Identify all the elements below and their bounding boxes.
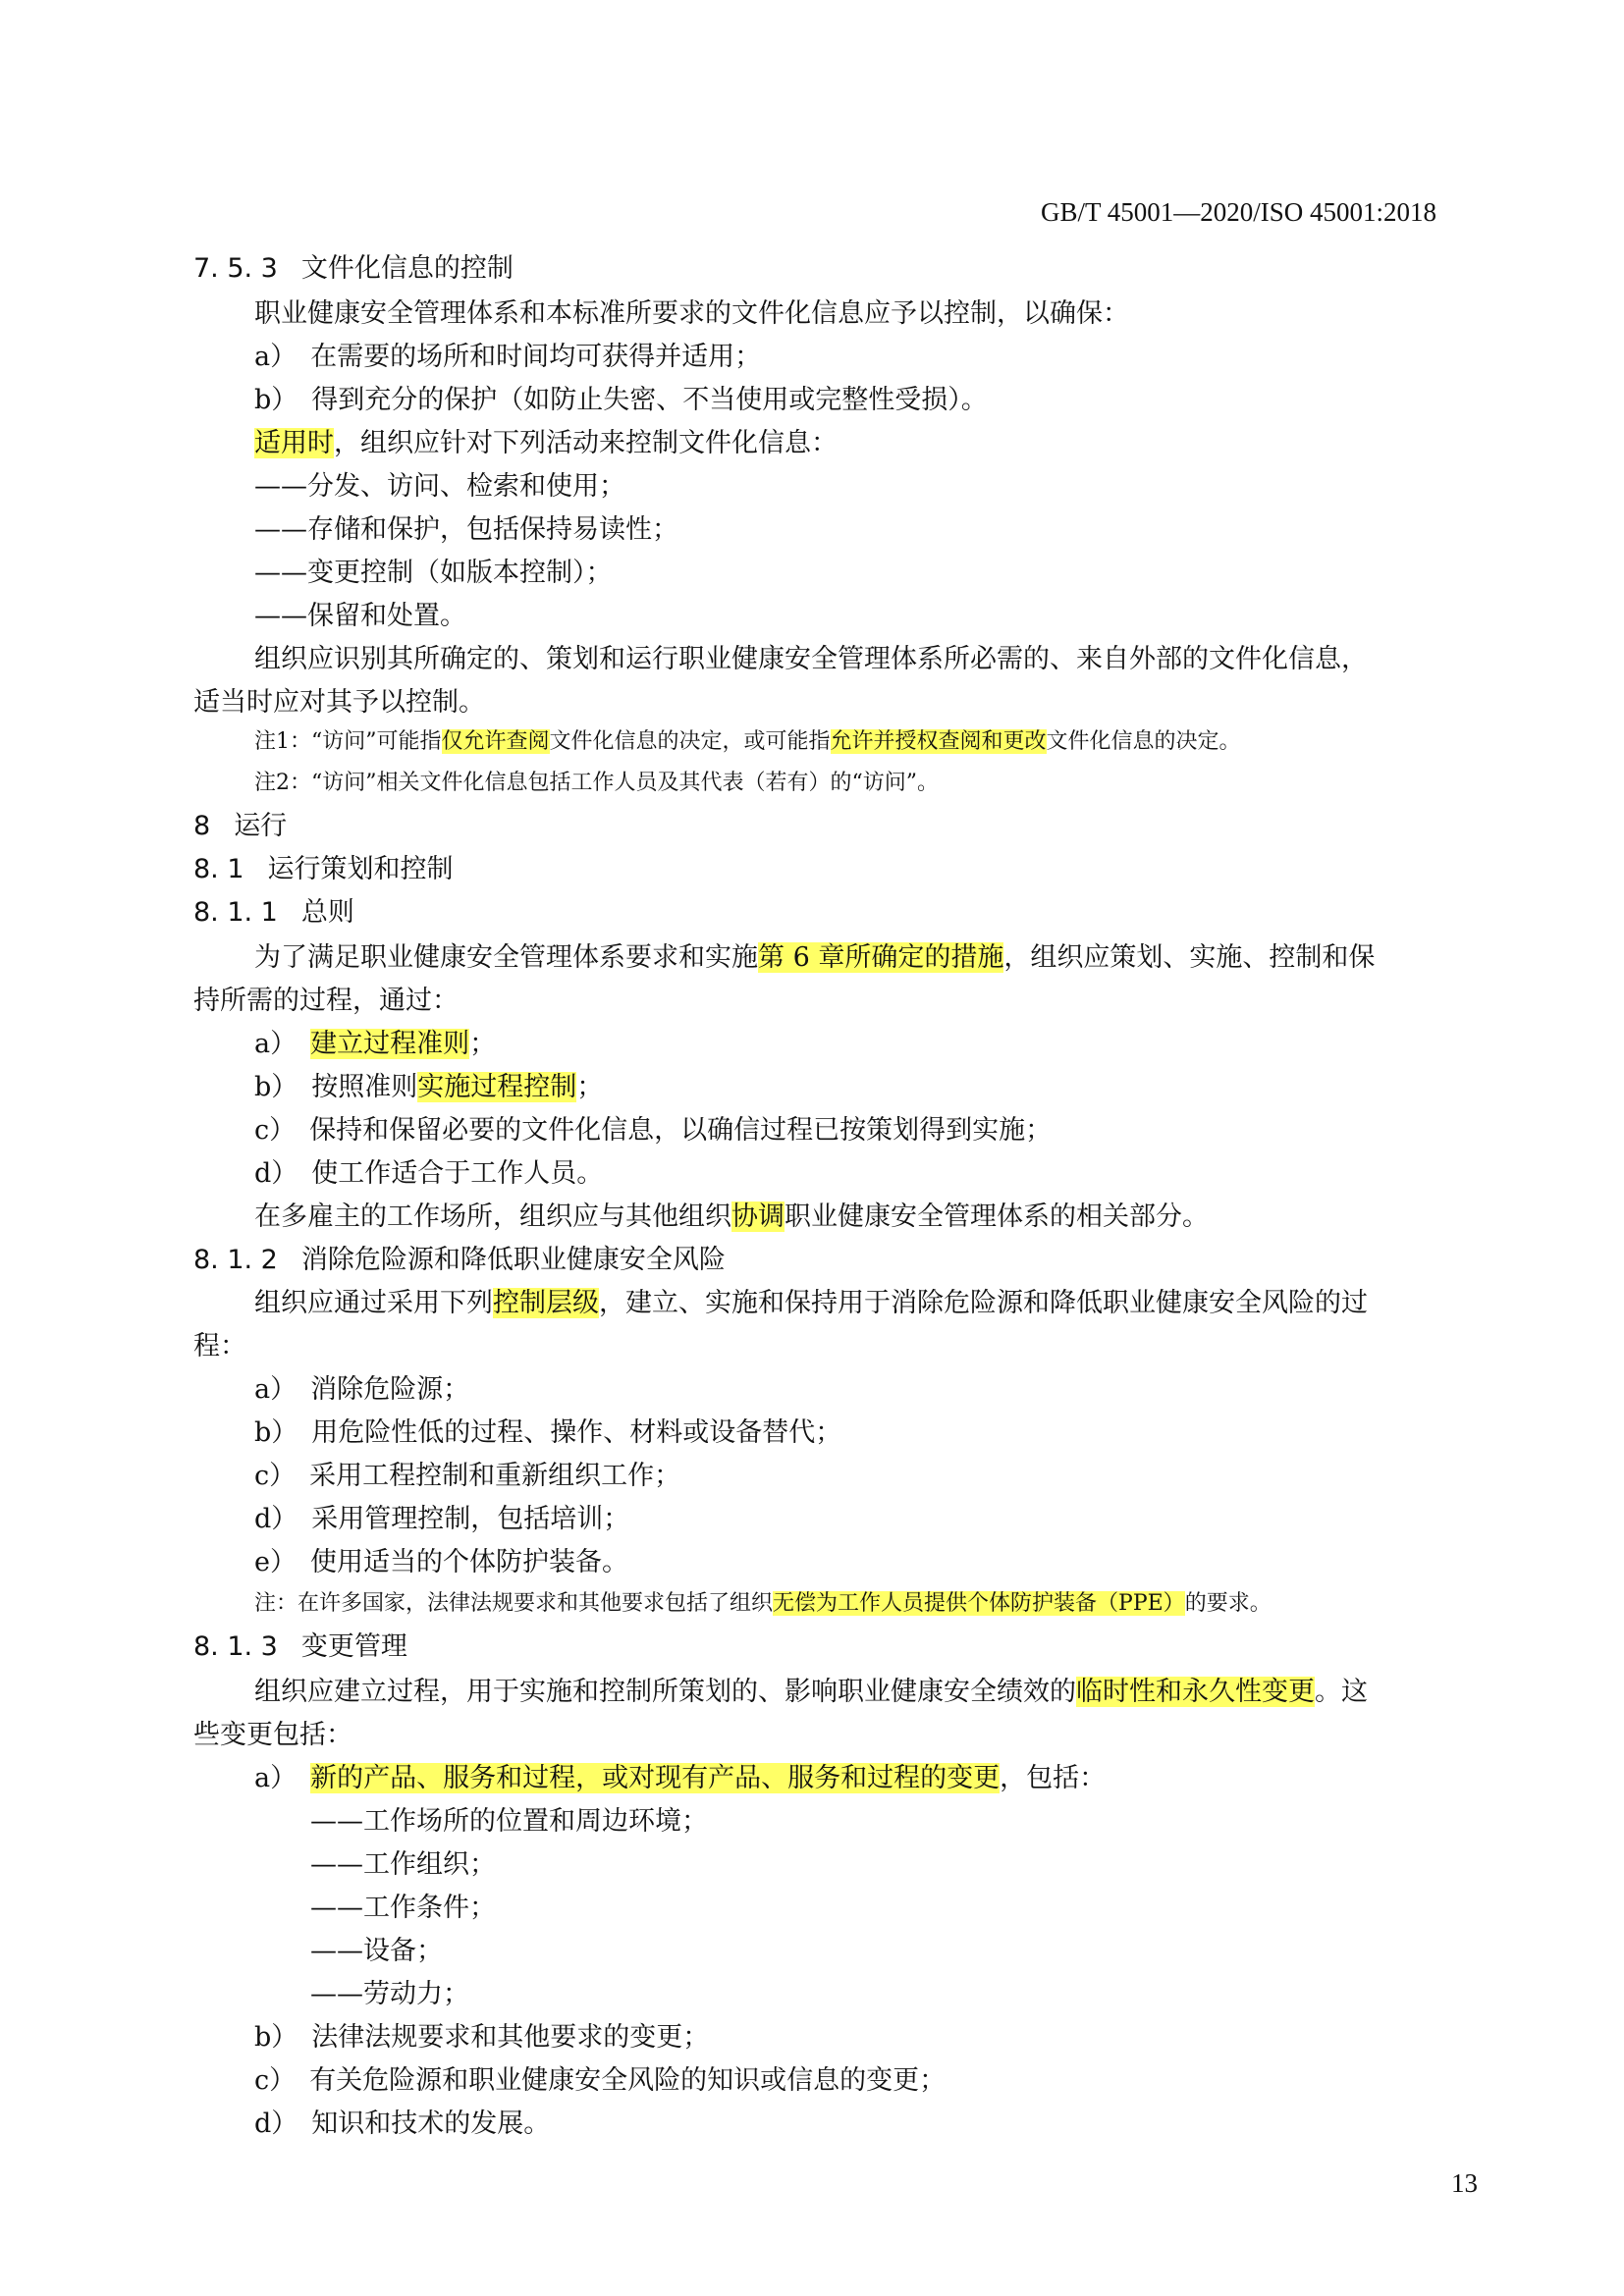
list-text: 知识和技术的发展。 — [311, 2109, 551, 2139]
list-item — [254, 2105, 550, 2144]
highlight: 临时性和永久性变更 — [1076, 1677, 1315, 1707]
section-number: 8. 1. 1 — [193, 897, 278, 928]
list-label: c） — [254, 2065, 297, 2096]
text: 注：在许多国家，法律法规要求和其他要求包括了组织 — [254, 1591, 774, 1616]
text: 的要求。 — [1184, 1591, 1272, 1616]
dash-item: ——变更控制（如版本控制）； — [254, 558, 613, 588]
paragraph-cont: 适当时应对其予以控制。 — [193, 687, 485, 718]
list-item — [254, 1457, 680, 1496]
paragraph: 组织应识别其所确定的、策划和运行职业健康安全管理体系所必需的、来自外部的文件化信息， — [254, 644, 1368, 674]
dash-item: ——工作场所的位置和周边环境； — [310, 1806, 708, 1837]
list-item — [254, 1759, 1106, 1798]
highlight: 实施过程控制 — [417, 1072, 577, 1102]
list-text: 在需要的场所和时间均可获得并适用； — [310, 342, 762, 372]
paragraph-cont: 些变更包括： — [193, 1720, 352, 1750]
paragraph: 职业健康安全管理体系和本标准所要求的文件化信息应予以控制，以确保： — [254, 298, 1129, 329]
list-label: a） — [254, 1763, 298, 1793]
highlight: 仅允许查阅 — [441, 729, 550, 754]
list-item — [254, 1500, 629, 1539]
text: 职业健康安全管理体系的相关部分。 — [785, 1201, 1209, 1232]
page-number: 13 — [1451, 2168, 1478, 2198]
text: 注1：“访问”可能指 — [254, 729, 442, 754]
text: 。这 — [1315, 1677, 1368, 1707]
list-item — [254, 338, 761, 377]
section-number: 8 — [193, 811, 211, 841]
section-heading-8 — [193, 807, 287, 846]
highlight: 建立过程准则 — [310, 1029, 470, 1059]
section-number: 7. 5. 3 — [193, 253, 278, 284]
section-heading-8-1-3 — [193, 1628, 407, 1667]
paragraph — [254, 938, 1375, 978]
paragraph-cont: 程： — [193, 1331, 246, 1362]
text: 在多雇主的工作场所，组织应与其他组织 — [254, 1201, 731, 1232]
text: ，组织应策划、实施、控制和保 — [1003, 942, 1376, 973]
highlight: 允许并授权查阅和更改 — [830, 729, 1047, 754]
list-text: 法律法规要求和其他要求的变更； — [311, 2022, 710, 2053]
paragraph — [254, 1284, 1368, 1323]
list-label: a） — [254, 342, 298, 372]
section-heading-7-5-3 — [193, 249, 514, 289]
list-item — [254, 1068, 603, 1107]
highlight: 协调 — [731, 1201, 785, 1232]
list-item — [254, 1543, 628, 1582]
list-label: d） — [254, 1504, 298, 1534]
paragraph — [254, 424, 838, 463]
text: ，包括： — [1000, 1763, 1107, 1793]
dash-item: ——保留和处置。 — [254, 601, 466, 631]
page-header: GB/T 45001—2020/ISO 45001:2018 — [1041, 197, 1437, 227]
text: 为了满足职业健康安全管理体系要求和实施 — [254, 942, 758, 973]
list-text: 采用管理控制，包括培训； — [311, 1504, 630, 1534]
text: 组织应建立过程，用于实施和控制所策划的、影响职业健康安全绩效的 — [254, 1677, 1076, 1707]
section-heading-8-1 — [193, 850, 454, 889]
section-title: 变更管理 — [300, 1631, 407, 1662]
list-item — [254, 1370, 469, 1410]
text: 文件化信息的决定，或可能指 — [549, 729, 831, 754]
section-number: 8. 1. 3 — [193, 1631, 278, 1662]
text: 组织应通过采用下列 — [254, 1288, 493, 1318]
list-text: 得到充分的保护（如防止失密、不当使用或完整性受损）。 — [311, 385, 988, 415]
list-item — [254, 1154, 603, 1194]
list-label: d） — [254, 2109, 298, 2139]
dash-item: ——分发、访问、检索和使用； — [254, 471, 625, 502]
section-heading-8-1-1 — [193, 893, 354, 933]
dash-item: ——设备； — [310, 1936, 443, 1966]
paragraph — [254, 1198, 1209, 1237]
highlight: 无偿为工作人员提供个体防护装备（PPE） — [773, 1591, 1185, 1616]
list-label: c） — [254, 1115, 297, 1146]
list-label: c） — [254, 1461, 297, 1491]
text: ； — [576, 1072, 604, 1102]
list-text: 用危险性低的过程、操作、材料或设备替代； — [311, 1417, 842, 1448]
section-title: 运行策划和控制 — [267, 854, 454, 884]
note: 注2：“访问”相关文件化信息包括工作人员及其代表（若有）的“访问”。 — [254, 771, 939, 795]
paragraph-cont: 持所需的过程，通过： — [193, 986, 459, 1016]
list-text: 有关危险源和职业健康安全风险的知识或信息的变更； — [309, 2065, 947, 2096]
note — [254, 722, 1241, 762]
highlight: 控制层级 — [493, 1288, 599, 1318]
list-label: e） — [254, 1547, 297, 1577]
list-text: 使工作适合于工作人员。 — [311, 1158, 604, 1189]
list-label: a） — [254, 1374, 298, 1405]
list-label: b） — [254, 2022, 298, 2053]
section-title: 运行 — [234, 811, 288, 841]
list-item — [254, 1111, 1052, 1150]
list-item — [254, 1414, 841, 1453]
list-text: 使用适当的个体防护装备。 — [309, 1547, 628, 1577]
list-text: 保持和保留必要的文件化信息，以确信过程已按策划得到实施； — [309, 1115, 1053, 1146]
section-heading-8-1-2 — [193, 1241, 726, 1280]
text: ，组织应针对下列活动来控制文件化信息： — [334, 428, 838, 458]
section-title: 总则 — [300, 897, 354, 928]
paragraph — [254, 1673, 1368, 1712]
list-label: d） — [254, 1158, 298, 1189]
list-label: b） — [254, 1417, 298, 1448]
note — [254, 1584, 1272, 1624]
list-text: 消除危险源； — [310, 1374, 470, 1405]
highlight: 适用时 — [254, 428, 334, 458]
dash-item: ——存储和保护，包括保持易读性； — [254, 514, 678, 545]
dash-item: ——工作条件； — [310, 1893, 496, 1923]
section-title: 文件化信息的控制 — [300, 253, 514, 284]
dash-item: ——工作组织； — [310, 1849, 496, 1880]
section-number: 8. 1. 2 — [193, 1245, 278, 1275]
dash-item: ——劳动力； — [310, 1979, 469, 2009]
text: ； — [469, 1029, 497, 1059]
text: 文件化信息的决定。 — [1046, 729, 1241, 754]
text: 按照准则 — [311, 1072, 418, 1102]
section-title: 消除危险源和降低职业健康安全风险 — [300, 1245, 726, 1275]
section-number: 8. 1 — [193, 854, 244, 884]
highlight: 新的产品、服务和过程，或对现有产品、服务和过程的变更 — [310, 1763, 1001, 1793]
list-item — [254, 2061, 946, 2101]
list-label: b） — [254, 1072, 298, 1102]
list-item — [254, 381, 988, 420]
list-label: b） — [254, 385, 298, 415]
list-label: a） — [254, 1029, 298, 1059]
text: ，建立、实施和保持用于消除危险源和降低职业健康安全风险的过 — [599, 1288, 1368, 1318]
list-text: 采用工程控制和重新组织工作； — [309, 1461, 681, 1491]
highlight: 第 6 章所确定的措施 — [758, 942, 1004, 973]
list-item — [254, 1025, 496, 1064]
list-item — [254, 2018, 709, 2057]
